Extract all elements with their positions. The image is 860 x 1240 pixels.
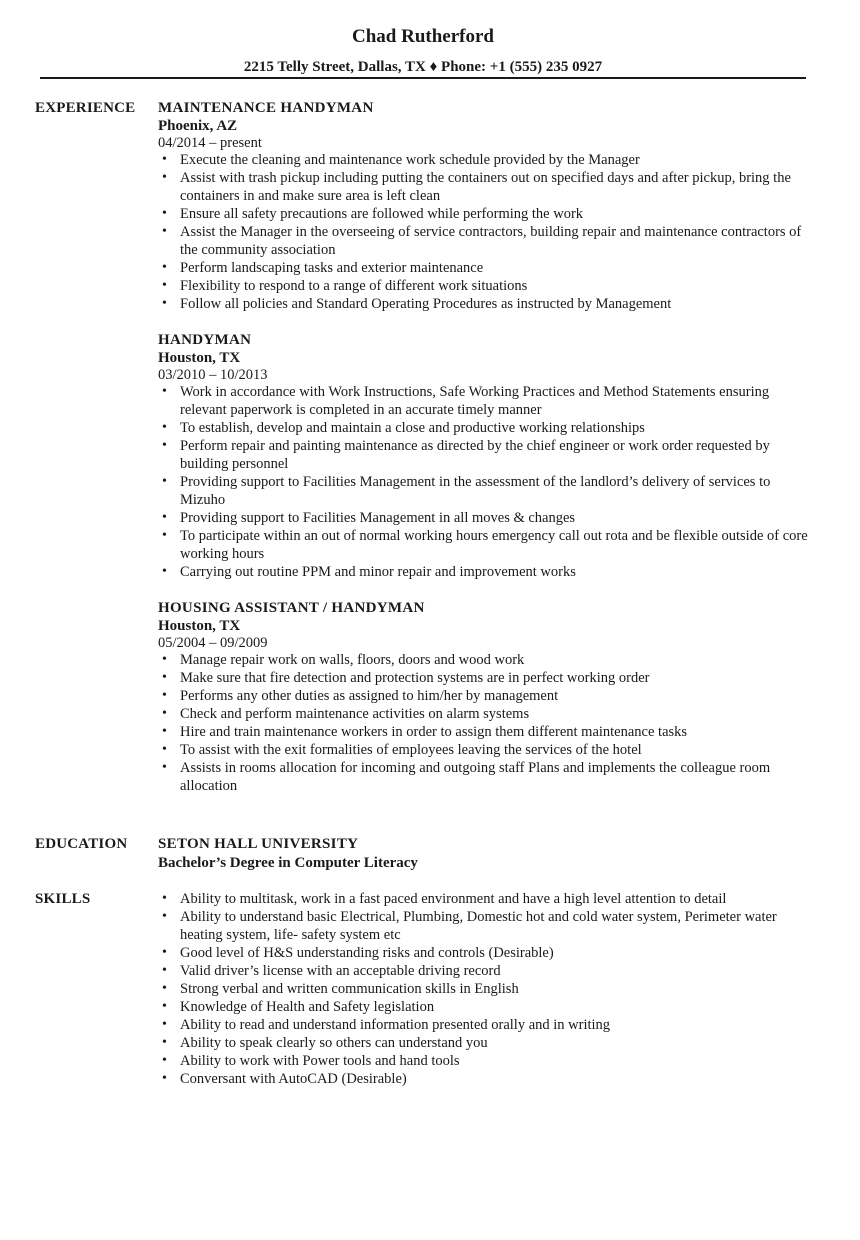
- bullet-item: • Perform repair and painting maintenance as directed by the chief engineer or work order requested by building personnel: [158, 437, 815, 473]
- job-title: HANDYMAN: [158, 332, 252, 348]
- bullet-item: • Work in accordance with Work Instructions, Safe Working Practices and Method Statements ensuring relevant paperwork is completed in an accurate timely manner: [158, 383, 815, 419]
- skill-item: • Ability to work with Power tools and hand tools: [158, 1052, 815, 1070]
- skills-label: SKILLS: [35, 891, 91, 907]
- school-name: SETON HALL UNIVERSITY: [158, 836, 359, 852]
- education-label: EDUCATION: [35, 836, 128, 852]
- bullet-item: • Follow all policies and Standard Operating Procedures as instructed by Management: [158, 295, 815, 313]
- bullet-item: • Providing support to Facilities Management in all moves & changes: [158, 509, 815, 527]
- job-location: Houston, TX: [158, 618, 241, 634]
- education-body: [158, 835, 815, 872]
- bullet-item: • Make sure that fire detection and protection systems are in perfect working order: [158, 669, 815, 687]
- bullet-item: • To establish, develop and maintain a close and productive working relationships: [158, 419, 815, 437]
- skill-item: • Ability to multitask, work in a fast paced environment and have a high level attention to detail: [158, 890, 815, 908]
- skill-item: • Ability to understand basic Electrical, Plumbing, Domestic hot and cold water system, Perimeter water heating system, life- safety system etc: [158, 908, 815, 944]
- job-bullets: [158, 151, 815, 313]
- candidate-name: Chad Rutherford: [352, 26, 494, 47]
- job-title: HOUSING ASSISTANT / HANDYMAN: [158, 600, 425, 616]
- job-dates: 05/2004 – 09/2009: [158, 635, 268, 651]
- skills-list: [158, 890, 815, 1088]
- bullet-item: • Check and perform maintenance activities on alarm systems: [158, 705, 815, 723]
- job-entry: [158, 99, 815, 313]
- experience-body: [158, 99, 815, 813]
- skill-item: • Knowledge of Health and Safety legislation: [158, 998, 815, 1016]
- experience-label: EXPERIENCE: [35, 100, 136, 116]
- bullet-item: • Assists in rooms allocation for incoming and outgoing staff Plans and implements the colleague room allocation: [158, 759, 815, 795]
- job-dates: 04/2014 – present: [158, 135, 262, 151]
- bullet-item: • Hire and train maintenance workers in order to assign them different maintenance tasks: [158, 723, 815, 741]
- bullet-item: • Execute the cleaning and maintenance work schedule provided by the Manager: [158, 151, 815, 169]
- skill-item: • Ability to read and understand information presented orally and in writing: [158, 1016, 815, 1034]
- job-entry: [158, 599, 815, 795]
- job-location: Houston, TX: [158, 350, 241, 366]
- skill-item: • Strong verbal and written communication skills in English: [158, 980, 815, 998]
- header-divider: [40, 77, 806, 79]
- bullet-item: • Assist with trash pickup including putting the containers out on specified days and after pickup, bring the containers in and make sure area is left clean: [158, 169, 815, 205]
- bullet-item: • Flexibility to respond to a range of different work situations: [158, 277, 815, 295]
- job-dates: 03/2010 – 10/2013: [158, 367, 268, 383]
- job-location: Phoenix, AZ: [158, 118, 238, 134]
- degree-name: Bachelor’s Degree in Computer Literacy: [158, 855, 418, 871]
- job-title: MAINTENANCE HANDYMAN: [158, 100, 374, 116]
- bullet-item: • Perform landscaping tasks and exterior maintenance: [158, 259, 815, 277]
- bullet-item: • Manage repair work on walls, floors, doors and wood work: [158, 651, 815, 669]
- bullet-item: • Carrying out routine PPM and minor repair and improvement works: [158, 563, 815, 581]
- skill-item: • Good level of H&S understanding risks and controls (Desirable): [158, 944, 815, 962]
- bullet-item: • Providing support to Facilities Management in the assessment of the landlord’s delivery of services to Mizuho: [158, 473, 815, 509]
- bullet-item: • To assist with the exit formalities of employees leaving the services of the hotel: [158, 741, 815, 759]
- skill-item: • Valid driver’s license with an acceptable driving record: [158, 962, 815, 980]
- bullet-item: • To participate within an out of normal working hours emergency call out rota and be flexible outside of core working hours: [158, 527, 815, 563]
- skill-item: • Conversant with AutoCAD (Desirable): [158, 1070, 815, 1088]
- job-bullets: [158, 651, 815, 795]
- bullet-item: • Performs any other duties as assigned to him/her by management: [158, 687, 815, 705]
- job-bullets: [158, 383, 815, 581]
- skill-item: • Ability to speak clearly so others can understand you: [158, 1034, 815, 1052]
- skills-body: [158, 890, 815, 1088]
- bullet-item: • Assist the Manager in the overseeing of service contractors, building repair and maintenance contractors of the community association: [158, 223, 815, 259]
- contact-line: 2215 Telly Street, Dallas, TX ♦ Phone: +1 (555) 235 0927: [243, 59, 603, 75]
- job-entry: [158, 331, 815, 581]
- bullet-item: • Ensure all safety precautions are followed while performing the work: [158, 205, 815, 223]
